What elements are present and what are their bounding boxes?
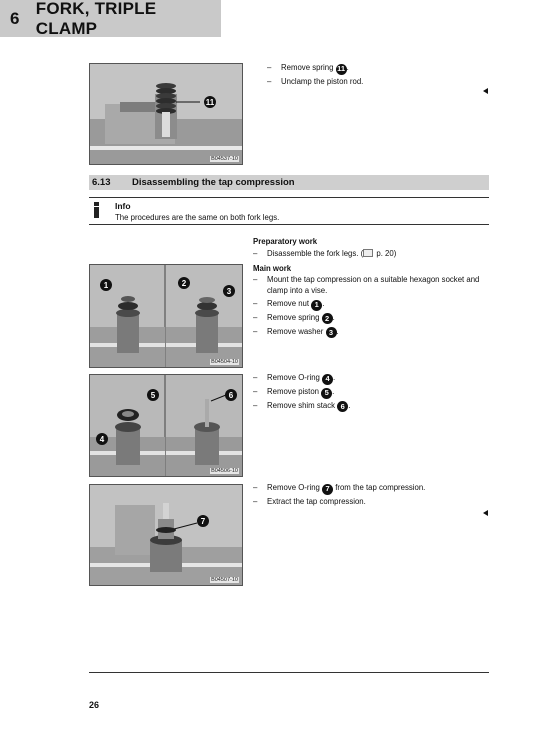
step-item: – Remove O-ring 4 .	[253, 373, 336, 383]
photo-spring-piston-rod	[89, 63, 243, 165]
callout-inline: 6	[337, 401, 348, 412]
page-reference-icon	[363, 249, 373, 257]
step-item: – Extract the tap compression.	[253, 496, 366, 506]
step-item: – Remove spring 11 .	[267, 63, 349, 73]
info-title: Info	[115, 201, 131, 211]
step-item: – Mount the tap compression on a suitable hexagon socket and clamp into a vise.	[253, 275, 480, 295]
step-item: – Remove O-ring 7 from the tap compression.	[253, 483, 426, 493]
preparatory-heading: Preparatory work	[253, 237, 318, 246]
callout-7: 7	[197, 515, 209, 527]
chapter-number: 6	[10, 8, 20, 28]
callout-inline: 2	[322, 313, 333, 324]
step-item: – Remove shim stack 6 .	[253, 400, 351, 411]
image-code: B04506-10	[211, 468, 238, 474]
callout-6: 6	[225, 389, 237, 401]
procedure-text	[253, 237, 489, 341]
step-item: – Disassemble the fork legs. ( p. 20)	[253, 248, 397, 258]
end-marker-icon	[483, 510, 488, 516]
chapter-title: FORK, TRIPLE CLAMP	[35, 0, 157, 38]
callout-inline: 11	[337, 64, 346, 73]
steps-block-three	[253, 373, 489, 415]
callout-inline: 3	[326, 327, 337, 338]
callout-1: 1	[100, 279, 112, 291]
callout-5: 5	[147, 389, 159, 401]
info-text: The procedures are the same on both fork legs.	[115, 213, 280, 222]
info-box	[89, 197, 489, 225]
step-item: – Remove piston 5 .	[253, 386, 335, 397]
image-code: B04507-10	[211, 577, 238, 583]
page-number: 26	[89, 700, 100, 710]
footer-divider	[89, 672, 489, 673]
top-steps	[267, 63, 489, 90]
main-work-heading: Main work	[253, 263, 292, 273]
end-marker-icon	[483, 88, 488, 94]
photo-tap-compression	[89, 484, 243, 586]
callout-2: 2	[178, 277, 190, 289]
step-item: – Remove spring 2 .	[253, 312, 335, 323]
step-item: – Remove washer 3 .	[253, 326, 339, 337]
callout-inline: 1	[311, 300, 322, 311]
step-item: – Remove nut 1 .	[253, 298, 325, 309]
callout-inline: 4	[322, 374, 333, 385]
section-number: 6.13	[92, 177, 111, 188]
callout-3: 3	[223, 285, 235, 297]
step-item: – Unclamp the piston rod.	[267, 76, 364, 86]
callout-inline: 7	[322, 484, 333, 495]
image-code: B04537-10	[211, 156, 238, 162]
image-code: B04504-10	[211, 359, 238, 365]
callout-11: 11	[205, 97, 215, 107]
callout-4: 4	[96, 433, 108, 445]
section-heading	[89, 175, 489, 190]
section-title: Disassembling the tap compression	[132, 177, 295, 188]
steps-block-four	[253, 483, 489, 510]
info-icon	[91, 202, 102, 220]
photo-oring-piston-shims	[89, 374, 243, 477]
chapter-header	[0, 0, 221, 37]
photo-nut-spring-washer	[89, 264, 243, 368]
callout-inline: 5	[321, 388, 332, 399]
